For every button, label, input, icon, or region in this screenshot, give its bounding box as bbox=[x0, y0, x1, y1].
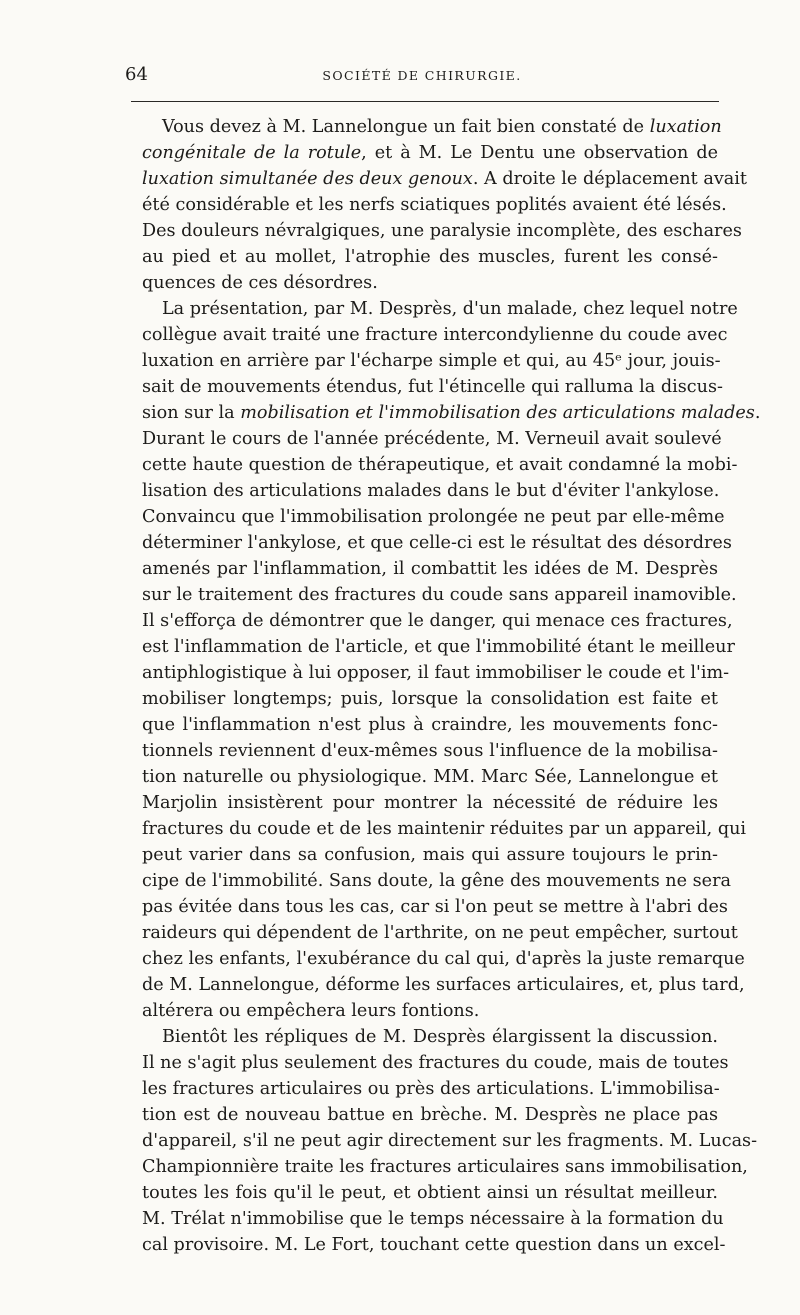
text-segment: pas évitée dans tous les cas, car si l'on peut se mettre à l'abri des bbox=[142, 897, 728, 917]
text-segment: Durant le cours de l'année précédente, M. Verneuil avait soulevé bbox=[142, 429, 722, 449]
page-header bbox=[125, 64, 719, 90]
text-line bbox=[142, 634, 735, 660]
text-line bbox=[142, 946, 745, 972]
text-line bbox=[142, 1128, 758, 1154]
text-line bbox=[142, 478, 718, 504]
text-line bbox=[142, 894, 728, 920]
text-segment: que l'inflammation n'est plus à craindre, les mouvements fonc- bbox=[142, 715, 718, 735]
text-segment: . bbox=[754, 403, 761, 423]
text-line bbox=[142, 322, 728, 348]
text-line bbox=[142, 452, 738, 478]
text-segment: déterminer l'ankylose, et que celle-ci est le résultat des désordres bbox=[142, 533, 732, 553]
text-line bbox=[142, 1024, 718, 1050]
text-line bbox=[142, 296, 738, 322]
text-line bbox=[142, 608, 733, 634]
body-text bbox=[142, 114, 761, 1258]
text-line bbox=[142, 998, 718, 1024]
text-segment: de M. Lannelongue, déforme les surfaces articulaires, et, plus tard, bbox=[142, 975, 745, 995]
text-line bbox=[142, 842, 718, 868]
text-segment: Des douleurs névralgiques, une paralysie incomplète, des eschares bbox=[142, 221, 742, 241]
text-segment: cette haute question de thérapeutique, et avait condamné la mobi- bbox=[142, 455, 738, 475]
italic-text: congénitale de la rotule bbox=[142, 143, 362, 163]
text-segment: antiphlogistique à lui opposer, il faut immobiliser le coude et l'im- bbox=[142, 663, 730, 683]
text-line bbox=[142, 1154, 748, 1180]
text-line bbox=[142, 712, 718, 738]
text-line bbox=[142, 166, 747, 192]
text-segment: mobiliser longtemps; puis, lorsque la consolidation est faite et bbox=[142, 689, 718, 709]
text-segment: cal provisoire. M. Le Fort, touchant cette question dans un excel- bbox=[142, 1235, 726, 1255]
text-line bbox=[142, 348, 721, 374]
text-line bbox=[142, 764, 718, 790]
text-line bbox=[142, 660, 730, 686]
text-segment: sait de mouvements étendus, fut l'étincelle qui ralluma la discus- bbox=[142, 377, 723, 397]
text-segment: M. Trélat n'immobilise que le temps nécessaire à la formation du bbox=[142, 1209, 724, 1229]
text-segment: peut varier dans sa confusion, mais qui assure toujours le prin- bbox=[142, 845, 718, 865]
text-segment: Il ne s'agit plus seulement des fractures du coude, mais de toutes bbox=[142, 1053, 729, 1073]
text-line bbox=[142, 582, 737, 608]
text-segment: tion naturelle ou physiologique. MM. Marc Sée, Lannelongue et bbox=[142, 767, 718, 787]
text-segment: d'appareil, s'il ne peut agir directement sur les fragments. M. Lucas- bbox=[142, 1131, 758, 1151]
text-segment: La présentation, par M. Desprès, d'un malade, chez lequel notre bbox=[162, 299, 738, 319]
text-segment: fractures du coude et de les maintenir réduites par un appareil, qui bbox=[142, 819, 747, 839]
page-number: 64 bbox=[125, 64, 148, 85]
text-segment: chez les enfants, l'exubérance du cal qui, d'après la juste remarque bbox=[142, 949, 745, 969]
text-segment: les fractures articulaires ou près des articulations. L'immobilisa- bbox=[142, 1079, 720, 1099]
text-segment: raideurs qui dépendent de l'arthrite, on ne peut empêcher, surtout bbox=[142, 923, 738, 943]
text-line bbox=[142, 114, 722, 140]
text-line bbox=[142, 218, 742, 244]
text-line bbox=[142, 504, 725, 530]
text-line bbox=[142, 738, 718, 764]
text-segment: Il s'efforça de démontrer que le danger, qui menace ces fractures, bbox=[142, 611, 733, 631]
text-line bbox=[142, 556, 718, 582]
text-line bbox=[142, 920, 738, 946]
text-line bbox=[142, 140, 718, 166]
text-segment: Championnière traite les fractures articulaires sans immobilisation, bbox=[142, 1157, 748, 1177]
text-segment: tion est de nouveau battue en brèche. M. Desprès ne place pas bbox=[142, 1105, 718, 1125]
text-segment: altérera ou empêchera leurs fontions. bbox=[142, 1001, 480, 1021]
text-segment: . A droite le déplacement avait bbox=[472, 169, 747, 189]
text-line bbox=[142, 972, 745, 998]
text-line bbox=[142, 816, 747, 842]
text-segment: cipe de l'immobilité. Sans doute, la gêne des mouvements ne sera bbox=[142, 871, 731, 891]
text-segment: sur le traitement des fractures du coude sans appareil inamovible. bbox=[142, 585, 737, 605]
text-line bbox=[142, 1076, 718, 1102]
italic-text: mobilisation et l'immobilisation des articulations malades bbox=[240, 403, 755, 423]
header-rule bbox=[131, 101, 719, 102]
text-line bbox=[142, 192, 727, 218]
text-segment: , et à M. Le Dentu une observation de bbox=[361, 143, 718, 163]
running-title: SOCIÉTÉ DE CHIRURGIE. bbox=[322, 68, 522, 83]
text-segment: amenés par l'inflammation, il combattit les idées de M. Desprès bbox=[142, 559, 718, 579]
text-segment: luxation en arrière par l'écharpe simple et qui, au 45ᵉ jour, jouis- bbox=[142, 351, 721, 371]
text-line bbox=[142, 530, 732, 556]
text-line bbox=[142, 1102, 718, 1128]
text-segment: lisation des articulations malades dans le but d'éviter l'ankylose. bbox=[142, 481, 720, 501]
text-segment: sion sur la bbox=[142, 403, 241, 423]
text-segment: collègue avait traité une fracture intercondylienne du coude avec bbox=[142, 325, 728, 345]
text-line bbox=[142, 1232, 726, 1258]
text-line bbox=[142, 790, 718, 816]
italic-text: luxation simultanée des deux genoux bbox=[142, 169, 473, 189]
text-line bbox=[142, 374, 723, 400]
text-segment: tionnels reviennent d'eux-mêmes sous l'influence de la mobilisa- bbox=[142, 741, 718, 761]
text-line bbox=[142, 400, 761, 426]
text-segment: Vous devez à M. Lannelongue un fait bien constaté de bbox=[162, 117, 650, 137]
text-line bbox=[142, 1206, 724, 1232]
text-segment: au pied et au mollet, l'atrophie des muscles, furent les consé- bbox=[142, 247, 718, 267]
text-segment: toutes les fois qu'il le peut, et obtient ainsi un résultat meilleur. bbox=[142, 1183, 718, 1203]
text-line bbox=[142, 270, 718, 296]
text-line bbox=[142, 1180, 718, 1206]
text-segment: Convaincu que l'immobilisation prolongée ne peut par elle-même bbox=[142, 507, 725, 527]
text-segment: quences de ces désordres. bbox=[142, 273, 378, 293]
text-line bbox=[142, 1050, 729, 1076]
text-line bbox=[142, 686, 718, 712]
text-segment: Marjolin insistèrent pour montrer la nécessité de réduire les bbox=[142, 793, 718, 813]
text-line bbox=[142, 426, 722, 452]
text-segment: Bientôt les répliques de M. Desprès élargissent la discussion. bbox=[162, 1027, 718, 1047]
text-line bbox=[142, 868, 731, 894]
text-line bbox=[142, 244, 718, 270]
text-segment: été considérable et les nerfs sciatiques poplités avaient été lésés. bbox=[142, 195, 727, 215]
italic-text: luxation bbox=[649, 117, 722, 137]
text-segment: est l'inflammation de l'article, et que l'immobilité étant le meilleur bbox=[142, 637, 735, 657]
